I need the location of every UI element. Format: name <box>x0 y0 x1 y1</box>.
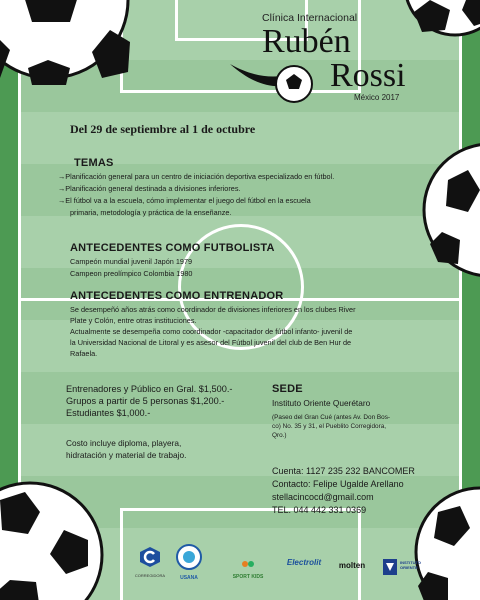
contact-phone: TEL. 044 442 331 0369 <box>272 505 367 515</box>
sede-address: co) No. 35 y 31, el Pueblito Corregidora, <box>272 423 387 430</box>
title-name-first: Rubén <box>262 23 351 60</box>
soccer-ball-icon <box>398 482 480 600</box>
price-line: Grupos a partir de 5 personas $1,200.- <box>66 396 225 406</box>
sponsor-molten <box>334 561 370 577</box>
title-name-last: Rossi <box>330 57 406 94</box>
sport-kids-logo-icon <box>241 559 255 569</box>
entrenador-line: la Universidad Nacional de Litoral y es asesor del Fútbol juvenil del club de Ben Hur de <box>70 338 352 347</box>
soccer-ball-icon <box>400 0 480 40</box>
sponsor-usana: USANA <box>174 544 204 580</box>
entrenador-line: Plate y Colón, entre otras instituciones. <box>70 316 197 325</box>
arrow-icon: → <box>58 172 66 181</box>
sede-venue: Instituto Oriente Querétaro <box>272 398 371 408</box>
entrenador-line: Se desempeñó años atrás como coordinador de divisiones inferiores en los clubes River <box>70 305 356 314</box>
sponsor-electrolit <box>284 558 324 578</box>
sponsor-corregidora: CORREGIDORA <box>130 546 170 578</box>
futbolista-heading: ANTECEDENTES COMO FUTBOLISTA <box>70 242 275 254</box>
arrow-icon: → <box>58 184 66 193</box>
contact-email[interactable]: stellacincocd@gmail.com <box>272 492 374 502</box>
penalty-box-line <box>358 508 361 600</box>
instituto-oriente-logo-icon <box>382 558 398 576</box>
temas-item-cont: primaria, metodología y práctica de la enseñanze. <box>70 208 232 217</box>
futbolista-line: Campeon preolímpico Colombia 1980 <box>70 269 193 278</box>
price-line: Entrenadores y Público en Gral. $1,500.- <box>66 384 233 394</box>
clinic-label: Clínica Internacional <box>262 12 358 24</box>
sponsor-instituto-oriente: INSTITUTO ORIENTE <box>382 556 432 582</box>
sede-heading: SEDE <box>272 383 303 395</box>
sponsor-sport-kids: SPORT KIDS <box>226 556 270 576</box>
hex-c-logo-icon <box>138 546 162 568</box>
penalty-box-line <box>120 508 123 600</box>
sede-address: Qro.) <box>272 432 287 439</box>
temas-item: →Planificación general para un centro de iniciación deportiva especializado en fútbol. <box>58 172 335 181</box>
soccer-ball-icon <box>0 0 140 90</box>
temas-item: →Planificación general destinada a divisiones inferiores. <box>58 184 241 193</box>
futbolista-line: Campeón mundial juvenil Japón 1979 <box>70 257 193 266</box>
electrolit-logo-icon: Electrolit <box>286 558 322 567</box>
sede-address: (Paseo del Gran Cué (antes Av. Don Bos- <box>272 414 391 421</box>
entrenador-line: Actualmente se desempeña como coordinador -capacitador de fútbol infanto- juvenil de <box>70 327 353 336</box>
price-includes: hidratación y material de trabajo. <box>66 450 187 460</box>
molten-logo-icon: molten <box>338 561 366 570</box>
price-includes: Costo incluye diploma, playera, <box>66 438 182 448</box>
flying-ball-icon <box>228 52 318 106</box>
bank-account: Cuenta: 1127 235 232 BANCOMER <box>272 466 415 476</box>
entrenador-line: Rafaela. <box>70 349 98 358</box>
temas-item: →El fútbol va a la escuela, cómo implementar el juego del fútbol en la escuela <box>58 196 311 205</box>
soccer-ball-icon <box>0 470 110 600</box>
event-dates: Del 29 de septiembre al 1 de octubre <box>70 122 256 136</box>
soccer-ball-icon <box>418 140 480 280</box>
contact-name: Contacto: Felipe Ugalde Arellano <box>272 479 404 489</box>
place-year: México 2017 <box>354 93 400 102</box>
price-line: Estudiantes $1,000.- <box>66 408 151 418</box>
goal-box-line <box>175 0 178 40</box>
arrow-icon: → <box>58 196 66 205</box>
usana-logo-icon <box>176 544 202 570</box>
entrenador-heading: ANTECEDENTES COMO ENTRENADOR <box>70 290 284 302</box>
temas-heading: TEMAS <box>74 157 114 169</box>
